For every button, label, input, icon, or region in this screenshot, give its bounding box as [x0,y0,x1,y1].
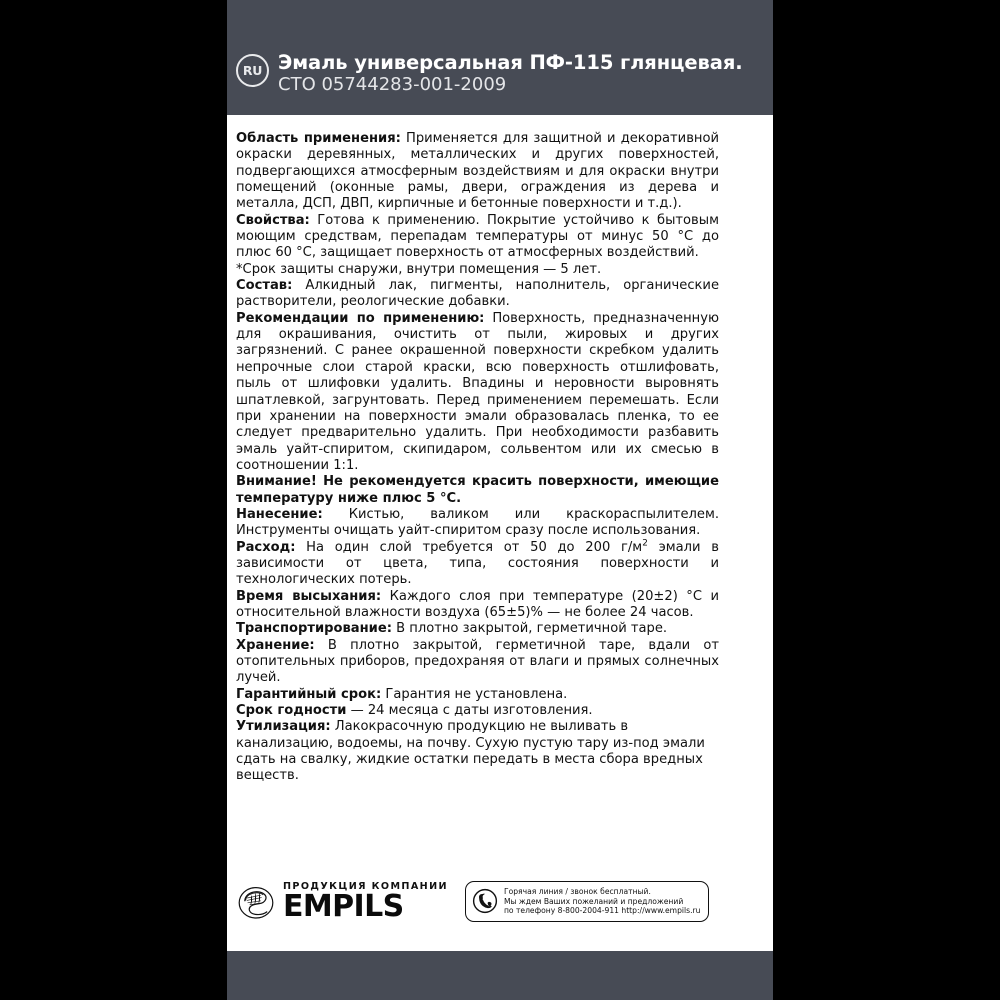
section-label-application-method: Нанесение: [236,506,323,522]
section-protection-note [236,262,719,278]
hotline-box [465,881,709,922]
section-text-properties: Готова к применению. Покрытие устойчиво к бытовым моющим средствам, перепадам температуры от минус 50 °C до плюс 60 °C, защищает поверхность от атмосферных воздействий. [236,212,719,261]
section-text-application-method: Кистью, валиком или краскораспылителем. Инструменты очищать уайт-спиритом сразу после использования. [236,506,719,539]
section-text-recommendations: Поверхность, предназначенную для окрашивания, очистить от пыли, жировых и других загрязнений. С ранее окрашенной поверхности скребком удалить непрочные слои старой краски, всю поверхность отшлифовать, пыль от шлифовки удалить. Впадины и неровности выровнять шпатлевкой, загрунтовать. Перед применением перемешать. Если при хранении на поверхности эмали образовалась пленка, то ее следует предварительно удалить. При необходимости разбавить эмаль уайт-спиритом, скипидаром, сольвентом или их смесью в соотношении 1:1. [236,310,719,473]
section-application-area [236,131,719,213]
section-label-composition: Состав: [236,278,293,294]
section-label-recommendations: Рекомендации по применению: [236,310,485,326]
section-text-storage: В плотно закрытой, герметичной таре, вдали от отопительных приборов, предохраняя от влаги и прямых солнечных лучей. [236,637,719,686]
section-label-application-area: Область применения: [236,131,401,146]
product-standard-code: СТО 05744283-001-2009 [278,74,507,95]
section-text-consumption-after: эмали в зависимости от цвета, типа, состояния поверхности и технологических потерь. [236,539,719,588]
letterbox-left [0,0,227,1000]
section-disposal [236,719,719,784]
empils-brand-block [236,877,448,922]
section-consumption [236,540,719,589]
section-label-disposal: Утилизация: [236,719,331,735]
hotline-line-1: Горячая линия / звонок бесплатный. [503,887,651,896]
section-label-consumption: Расход: [236,539,296,555]
section-text-drying-time: Каждого слоя при температуре (20±2) °C и относительной влажности воздуха (65±5)% — не более 24 часов. [236,588,719,620]
section-drying-time [236,589,719,622]
section-warranty [236,687,719,703]
ru-locale-icon [236,54,269,87]
section-label-drying-time: Время высыхания: [236,588,382,604]
section-text-warning: Внимание! Не рекомендуется красить поверхности, имеющие температуру ниже плюс 5 °C. [236,474,719,506]
section-text-consumption-before: На один слой требуется от 50 до 200 г/м [295,539,643,555]
product-title: Эмаль универсальная ПФ-115 глянцевая. [278,51,743,74]
section-application-method [236,507,719,540]
section-label-storage: Хранение: [236,637,315,653]
label-bottom-band [227,951,773,1000]
ru-badge-label: RU [242,63,263,78]
section-label-warranty: Гарантийный срок: [236,686,382,702]
label-header [227,0,773,115]
label-text-column [236,131,719,785]
section-composition [236,278,719,311]
section-text-disposal: Лакокрасочную продукцию не выливать в канализацию, водоемы, на почву. Сухую пустую тару из-под эмали сдать на свалку, жидкие остатки передать в места сбора вредных веществ. [236,719,705,784]
section-properties [236,213,719,262]
section-text-protection-note: *Срок защиты снаружи, внутри помещения — 5 лет. [236,261,602,277]
label-body-sheet [227,115,773,951]
section-storage [236,638,719,687]
section-text-application-area: Применяется для защитной и декоративной окраски деревянных, металлических и других поверхностей, подвергающихся атмосферным воздействиям и для окраски внутри помещений (оконные рамы, двери, ограждения из дерева и металла, ДСП, ДВП, кирпичные и бетонные поверхности и т.д.). [236,131,719,212]
section-warning [236,474,719,507]
section-label-transport: Транспортирование: [236,621,392,637]
label-footer [236,877,736,939]
hotline-line-2: Мы ждем Ваших пожеланий и предложений [503,896,684,906]
empils-shell-icon [236,882,276,922]
phone-icon [472,888,498,914]
hotline-line-3: по телефону 8-800-2004-911 http://www.empils.ru [503,906,701,916]
empils-wordmark: EMPILS [283,889,404,924]
section-text-composition: Алкидный лак, пигменты, наполнитель, органические растворители, реологические добавки. [236,278,719,310]
section-text-shelf-life: — 24 месяца с даты изготовления. [346,703,593,719]
consumption-superscript: 2 [642,538,648,549]
section-label-shelf-life: Срок годности [236,703,347,719]
section-text-transport: В плотно закрытой, герметичной таре. [391,621,668,637]
product-label-panel [227,0,773,1000]
letterbox-right [773,0,1000,1000]
empils-kicker: ПРОДУКЦИЯ КОМПАНИИ [283,881,448,892]
section-recommendations [236,311,719,474]
section-shelf-life [236,703,719,719]
section-text-warranty: Гарантия не установлена. [381,686,568,702]
section-transport [236,621,719,637]
section-label-properties: Свойства: [236,212,310,228]
